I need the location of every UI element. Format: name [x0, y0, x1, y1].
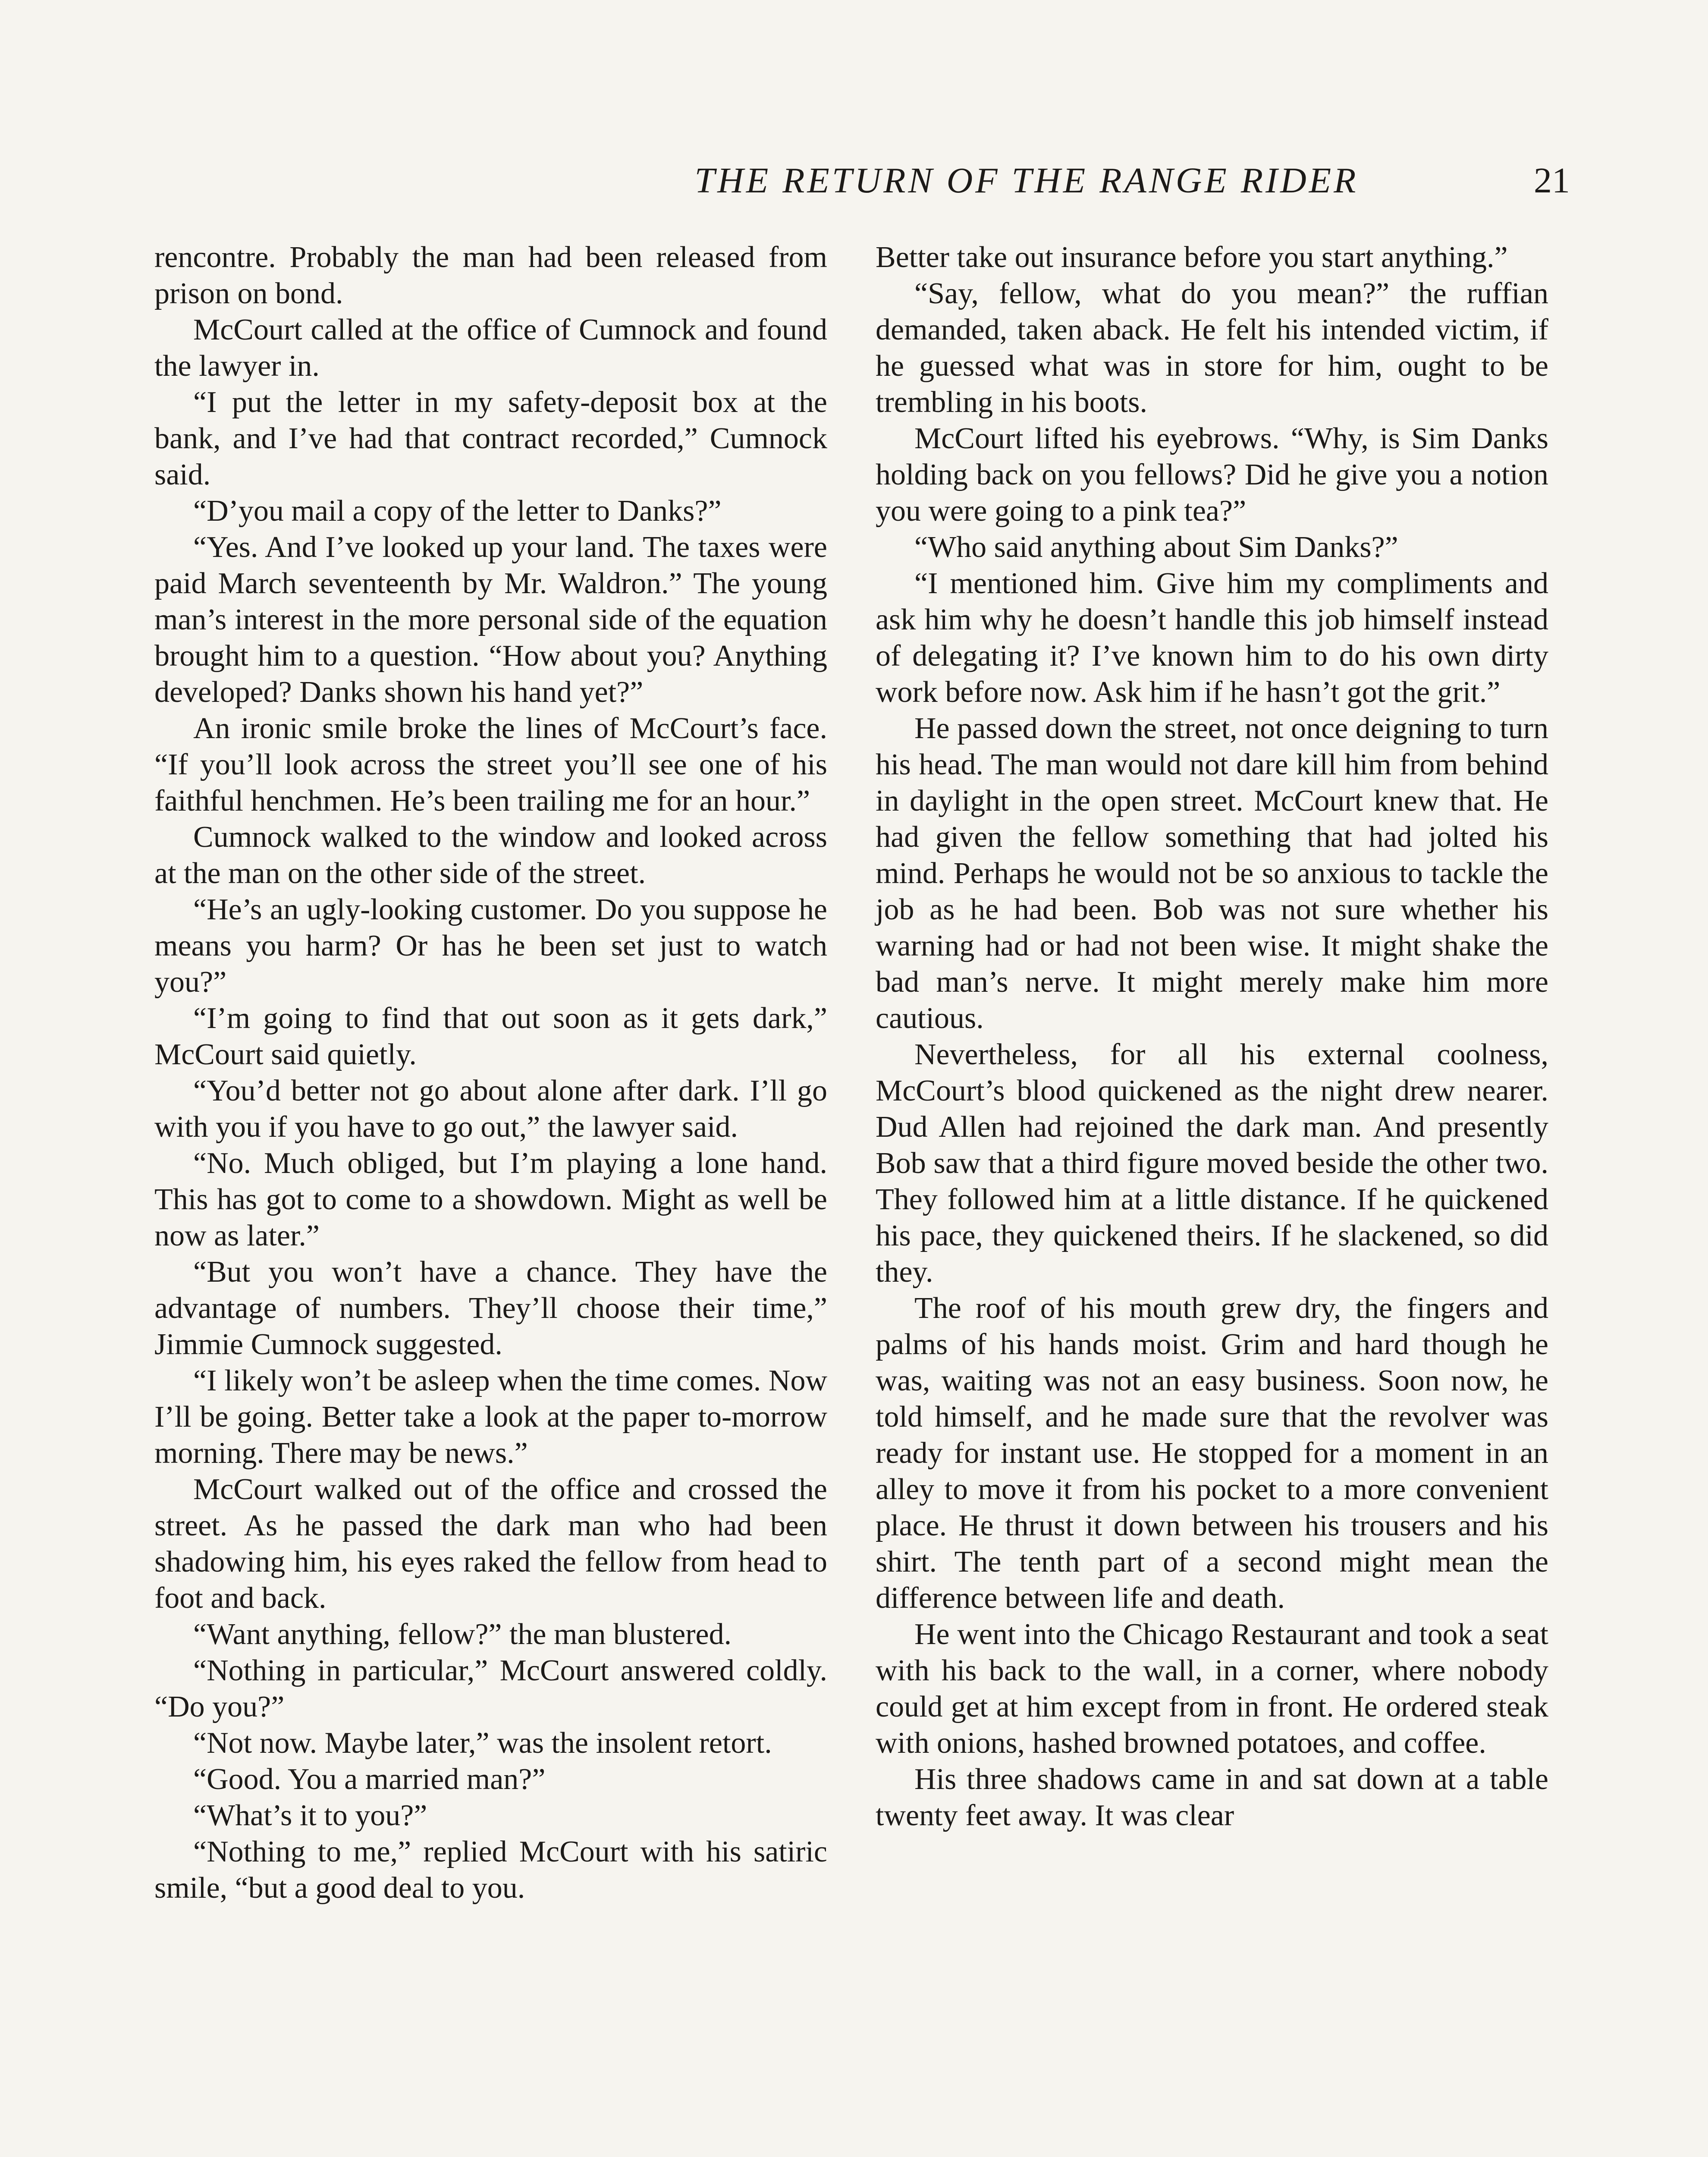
paragraph: “Not now. Maybe later,” was the insolent retort. [193, 1726, 772, 1760]
paragraph: McCourt called at the office of Cumnock and found the lawyer in. [154, 313, 827, 383]
paragraph: “He’s an ugly-looking customer. Do you suppose he means you harm? Or has he been set just to watch you?” [154, 893, 827, 999]
right-column [876, 239, 1548, 1834]
paragraph: Cumnock walked to the window and looked across at the man on the other side of the street. [154, 821, 827, 890]
paragraph: McCourt walked out of the office and crossed the street. As he passed the dark man who had been shadowing him, his eyes raked the fellow from head to foot and back. [154, 1473, 827, 1615]
paragraph: “I mentioned him. Give him my compliments and ask him why he doesn’t handle this job himself instead of delegating it? I’ve known him to do his own dirty work before now. Ask him if he hasn’t got the grit.” [876, 567, 1548, 709]
paragraph: “D’you mail a copy of the letter to Danks?” [193, 494, 722, 528]
paragraph: “No. Much obliged, but I’m playing a lone hand. This has got to come to a showdown. Might as well be now as later.” [154, 1147, 827, 1252]
paragraph: “I’m going to find that out soon as it gets dark,” McCourt said quietly. [154, 1002, 827, 1071]
paragraph: “You’d better not go about alone after dark. I’ll go with you if you have to go out,” the lawyer said. [154, 1074, 827, 1144]
paragraph: Nevertheless, for all his external coolness, McCourt’s blood quickened as the night drew nearer. Dud Allen had rejoined the dark man. And presently Bob saw that a third figure moved beside the other two. They followed him at a little distance. If he quickened his pace, they quickened theirs. If he slackened, so did they. [876, 1038, 1548, 1289]
paragraph: His three shadows came in and sat down at a table twenty feet away. It was clear [876, 1763, 1548, 1832]
paragraph: “Who said anything about Sim Danks?” [914, 531, 1398, 564]
running-header: THE RETURN OF THE RANGE RIDER [694, 160, 1359, 201]
paragraph: “I likely won’t be asleep when the time comes. Now I’ll be going. Better take a look at the paper to-morrow morning. There may be news.” [154, 1364, 827, 1470]
paragraph: “Good. You a married man?” [193, 1763, 546, 1796]
paragraph: McCourt lifted his eyebrows. “Why, is Sim Danks holding back on you fellows? Did he give you a notion you were going to a pink tea?” [876, 422, 1548, 528]
paragraph: “Nothing in particular,” McCourt answered coldly. “Do you?” [154, 1654, 827, 1723]
paragraph: “What’s it to you?” [193, 1799, 427, 1832]
paragraph: An ironic smile broke the lines of McCourt’s face. “If you’ll look across the street you’ll see one of his faithful henchmen. He’s been trailing me for an hour.” [154, 712, 827, 818]
paragraph: Better take out insurance before you start anything.” [876, 241, 1508, 274]
paragraph: “Say, fellow, what do you mean?” the ruffian demanded, taken aback. He felt his intended victim, if he guessed what was in store for him, ought to be trembling in his boots. [876, 277, 1548, 419]
paragraph: “Want anything, fellow?” the man blustered. [193, 1618, 732, 1651]
paragraph: “Nothing to me,” replied McCourt with his satiric smile, “but a good deal to you. [154, 1835, 827, 1905]
paragraph: “But you won’t have a chance. They have the advantage of numbers. They’ll choose their time,” Jimmie Cumnock suggested. [154, 1255, 827, 1361]
paragraph: rencontre. Probably the man had been released from prison on bond. [154, 241, 827, 310]
paragraph: He passed down the street, not once deigning to turn his head. The man would not dare kill him from behind in daylight in the open street. McCourt knew that. He had given the fellow something that had jolted his mind. Perhaps he would not be so anxious to tackle the job as he had been. Bob was not sure whether his warning had or had not been wise. It might shake the bad man’s nerve. It might merely make him more cautious. [876, 712, 1548, 1035]
page-number: 21 [1534, 160, 1570, 201]
paragraph: “Yes. And I’ve looked up your land. The taxes were paid March seventeenth by Mr. Waldron.” The young man’s interest in the more personal side of the equation brought him to a question. “How about you? Anything developed? Danks shown his hand yet?” [154, 531, 827, 709]
paragraph: The roof of his mouth grew dry, the fingers and palms of his hands moist. Grim and hard though he was, waiting was not an easy business. Soon now, he told himself, and he made sure that the revolver was ready for instant use. He stopped for a moment in an alley to move it from his pocket to a more convenient place. He thrust it down between his trousers and his shirt. The tenth part of a second might mean the difference between life and death. [876, 1292, 1548, 1615]
paragraph: He went into the Chicago Restaurant and took a seat with his back to the wall, in a corner, where nobody could get at him except from in front. He ordered steak with onions, hashed browned potatoes, and coffee. [876, 1618, 1548, 1760]
left-column [154, 239, 827, 1906]
paragraph: “I put the letter in my safety-deposit box at the bank, and I’ve had that contract recorded,” Cumnock said. [154, 386, 827, 491]
